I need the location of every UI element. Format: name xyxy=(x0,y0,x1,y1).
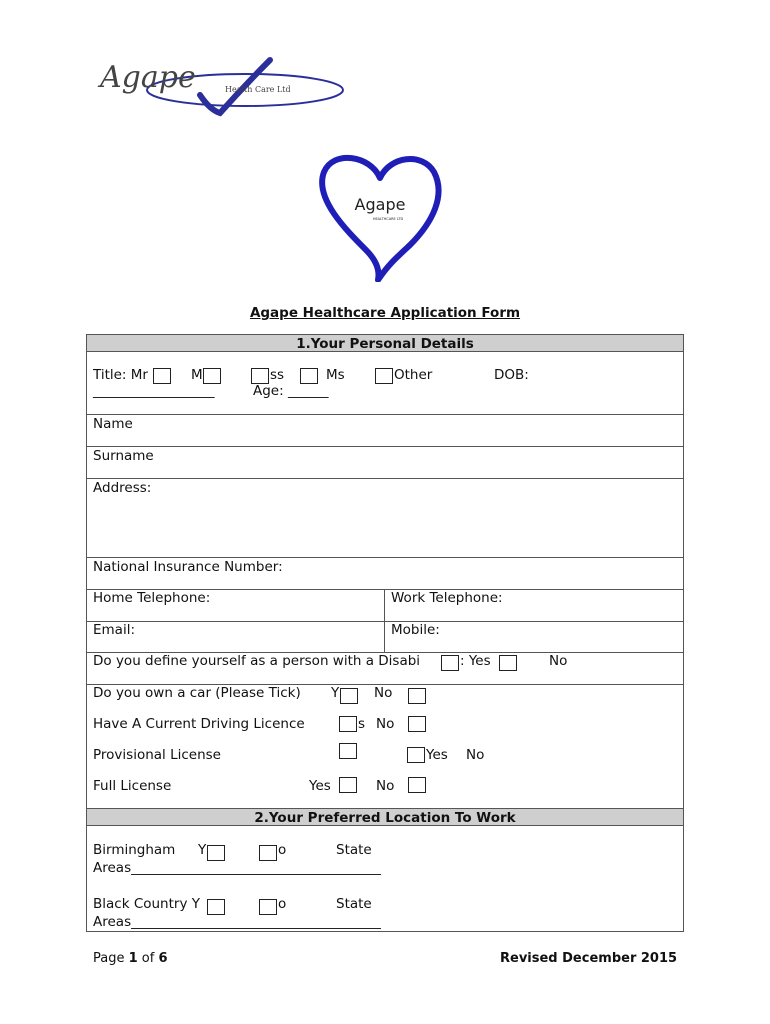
licence-no-checkbox[interactable] xyxy=(408,716,426,732)
ni-row[interactable] xyxy=(86,557,684,590)
provisional-yes-label: Yes xyxy=(426,747,448,763)
licence-no-label: No xyxy=(376,716,395,732)
provisional-no-label: No xyxy=(466,747,485,763)
birmingham-areas-line[interactable]: Areas_____________________________________ xyxy=(93,860,381,876)
birmingham-yes-label: Y xyxy=(198,842,207,858)
home-tel-label: Home Telephone: xyxy=(93,590,211,606)
title-miss-checkbox[interactable] xyxy=(251,368,269,384)
black-country-no-checkbox[interactable] xyxy=(259,899,277,915)
black-country-no-label: o xyxy=(278,896,287,912)
page-current: 1 xyxy=(128,951,138,966)
home-tel-cell[interactable] xyxy=(86,589,385,622)
form-title: Agape Healthcare Application Form xyxy=(249,305,521,321)
provisional-no-checkbox[interactable] xyxy=(407,747,425,763)
address-row[interactable] xyxy=(86,478,684,558)
disability-question: Do you define yourself as a person with a Disabi xyxy=(93,653,421,669)
heart-brand-text: Agape xyxy=(354,195,406,214)
section2-header: 2.Your Preferred Location To Work xyxy=(86,808,684,826)
logo-brand-text: Agape xyxy=(100,60,196,95)
black-country-yes-checkbox[interactable] xyxy=(207,899,225,915)
title-other-checkbox[interactable] xyxy=(375,368,393,384)
title-miss-label: ss xyxy=(270,367,285,383)
email-cell[interactable] xyxy=(86,621,385,653)
page-number xyxy=(93,951,168,966)
revised-date: Revised December 2015 xyxy=(500,951,678,966)
heart-tagline-text: HEALTHCARE LTD xyxy=(372,217,404,221)
work-tel-label: Work Telephone: xyxy=(391,590,503,606)
black-country-areas-line[interactable]: Areas_____________________________________ xyxy=(93,914,381,930)
section1-header: 1.Your Personal Details xyxy=(86,334,684,352)
disability-row xyxy=(86,652,684,685)
car-yes-label: Y xyxy=(331,685,340,701)
title-ms-checkbox[interactable] xyxy=(300,368,318,384)
age-label[interactable]: Age: ______ xyxy=(253,383,329,399)
dob-line[interactable]: __________________ xyxy=(93,383,215,399)
car-question: Do you own a car (Please Tick) xyxy=(93,685,301,701)
disability-yes-checkbox[interactable] xyxy=(441,655,459,671)
provisional-yes-checkbox[interactable] xyxy=(339,743,357,759)
car-no-label: No xyxy=(374,685,393,701)
driving-block xyxy=(86,684,684,809)
car-no-checkbox[interactable] xyxy=(408,688,426,704)
agape-heart-logo xyxy=(318,150,442,282)
page-of: of xyxy=(137,951,159,966)
title-ms-label: Ms xyxy=(326,367,345,383)
birmingham-yes-checkbox[interactable] xyxy=(207,845,225,861)
full-license-question: Full License xyxy=(93,778,172,794)
provisional-question: Provisional License xyxy=(93,747,221,763)
car-yes-checkbox[interactable] xyxy=(340,688,358,704)
page-total: 6 xyxy=(158,951,168,966)
mobile-cell[interactable] xyxy=(384,621,684,653)
birmingham-no-checkbox[interactable] xyxy=(259,845,277,861)
black-country-state-label: State xyxy=(336,896,372,912)
birmingham-no-label: o xyxy=(278,842,287,858)
title-other-label: Other xyxy=(394,367,433,383)
birmingham-state-label: State xyxy=(336,842,372,858)
full-license-yes-label: Yes xyxy=(309,778,331,794)
surname-row[interactable] xyxy=(86,446,684,479)
dob-label: DOB: xyxy=(494,367,529,383)
agape-health-care-logo xyxy=(95,55,355,125)
title-label: Title: Mr xyxy=(93,367,148,383)
birmingham-label: Birmingham xyxy=(93,842,176,858)
location-block xyxy=(86,825,684,932)
address-label: Address: xyxy=(93,480,152,496)
full-license-no-checkbox[interactable] xyxy=(408,777,426,793)
licence-yes-label: s xyxy=(358,716,366,732)
name-label: Name xyxy=(93,416,133,432)
disability-no-label: No xyxy=(549,653,568,669)
disability-no-checkbox[interactable] xyxy=(499,655,517,671)
licence-question: Have A Current Driving Licence xyxy=(93,716,305,732)
title-mrs-checkbox[interactable] xyxy=(203,368,221,384)
licence-yes-checkbox[interactable] xyxy=(339,716,357,732)
mobile-label: Mobile: xyxy=(391,622,440,638)
title-m-label: M xyxy=(191,367,203,383)
title-mr-checkbox[interactable] xyxy=(153,368,171,384)
name-row[interactable] xyxy=(86,414,684,447)
email-label: Email: xyxy=(93,622,136,638)
disability-yes-label: : Yes xyxy=(460,653,491,669)
full-license-no-label: No xyxy=(376,778,395,794)
work-tel-cell[interactable] xyxy=(384,589,684,622)
black-country-label: Black Country Y xyxy=(93,896,200,912)
ni-label: National Insurance Number: xyxy=(93,559,283,575)
logo-tagline-text: Health Care Ltd xyxy=(225,85,291,94)
title-row xyxy=(86,351,684,415)
full-license-yes-checkbox[interactable] xyxy=(339,777,357,793)
page-prefix: Page xyxy=(93,951,129,966)
surname-label: Surname xyxy=(93,448,154,464)
